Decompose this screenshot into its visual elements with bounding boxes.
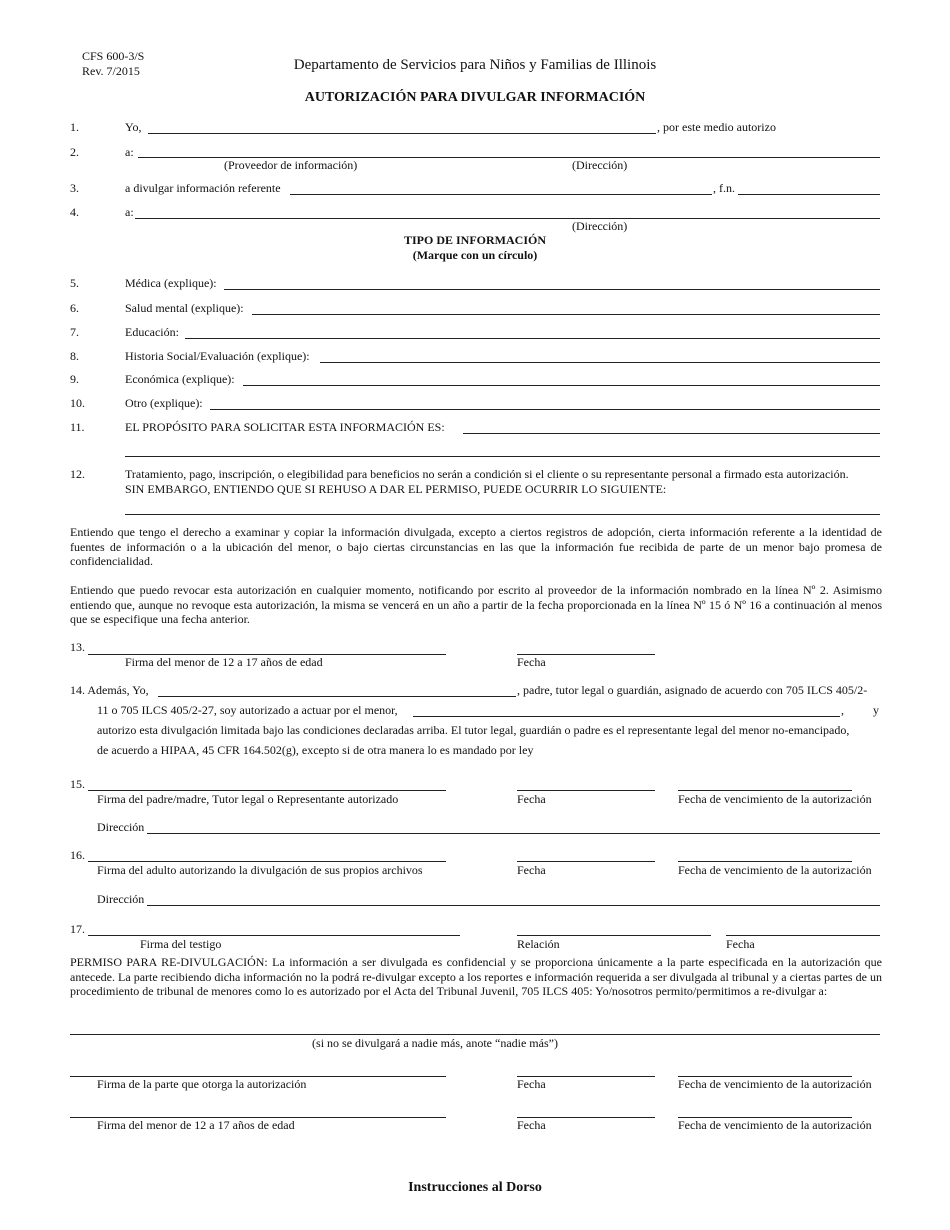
witness-relationship-field[interactable] bbox=[517, 921, 711, 936]
purpose-field[interactable] bbox=[463, 419, 880, 434]
guardian-authority-text: 11 o 705 ILCS 405/2-27, soy autorizado a actuar por el menor, bbox=[97, 703, 398, 717]
address-label-16: Dirección bbox=[97, 892, 145, 906]
mental-health-label: Salud mental (explique): bbox=[125, 301, 244, 315]
social-history-field[interactable] bbox=[320, 348, 880, 363]
education-field[interactable] bbox=[185, 324, 880, 339]
mental-health-field[interactable] bbox=[252, 300, 880, 315]
item-number-17: 17. bbox=[70, 922, 85, 936]
provider-caption: (Proveedor de información) bbox=[224, 158, 358, 172]
to-label: a: bbox=[125, 145, 134, 159]
granting-party-caption: Firma de la parte que otorga la autorización bbox=[97, 1077, 307, 1091]
adult-expiration-date-field[interactable] bbox=[678, 847, 852, 862]
authorize-text: , por este medio autorizo bbox=[657, 120, 776, 134]
other-label: Otro (explique): bbox=[125, 396, 203, 410]
information-provider-field[interactable] bbox=[138, 143, 880, 158]
adult-address-field[interactable] bbox=[147, 891, 880, 906]
witness-date-field[interactable] bbox=[726, 921, 880, 936]
subject-name-field[interactable] bbox=[290, 180, 712, 195]
parent-address-field[interactable] bbox=[147, 819, 880, 834]
item-number-16: 16. bbox=[70, 848, 85, 862]
date-caption-redisclosure-2: Fecha bbox=[517, 1118, 546, 1132]
form-title: AUTORIZACIÓN PARA DIVULGAR INFORMACIÓN bbox=[304, 90, 646, 105]
item-number-5: 5. bbox=[70, 276, 79, 290]
form-id: CFS 600-3/S bbox=[82, 49, 145, 63]
instructions-on-back: Instrucciones al Dorso bbox=[408, 1180, 542, 1195]
parent-signature-date-field[interactable] bbox=[517, 776, 655, 791]
purpose-field-continued[interactable] bbox=[125, 442, 880, 457]
comma-text: , bbox=[841, 703, 844, 717]
yo-label: Yo, bbox=[125, 120, 142, 134]
date-caption-15: Fecha bbox=[517, 792, 546, 806]
medical-label: Médica (explique): bbox=[125, 276, 217, 290]
parent-signature-caption: Firma del padre/madre, Tutor legal o Representante autorizado bbox=[97, 792, 399, 806]
economic-label: Económica (explique): bbox=[125, 372, 235, 386]
social-history-label: Historia Social/Evaluación (explique): bbox=[125, 349, 310, 363]
birthdate-field[interactable] bbox=[738, 180, 880, 195]
parent-signature-field[interactable] bbox=[88, 776, 446, 791]
refusal-consequence-field[interactable] bbox=[125, 500, 880, 515]
authorizer-name-field[interactable] bbox=[148, 119, 656, 134]
date-caption-16: Fecha bbox=[517, 863, 546, 877]
witness-signature-field[interactable] bbox=[88, 921, 460, 936]
recipient-field[interactable] bbox=[135, 204, 880, 219]
treatment-statement: Tratamiento, pago, inscripción, o elegibilidad para beneficios no serán a condición si el cliente o su representante personal a firmado esta autorización. bbox=[125, 467, 849, 481]
minor-signature-field[interactable] bbox=[88, 640, 446, 655]
disclose-regarding-label: a divulgar información referente bbox=[125, 181, 281, 195]
item-number-10: 10. bbox=[70, 396, 85, 410]
item-number-7: 7. bbox=[70, 325, 79, 339]
refusal-statement: SIN EMBARGO, ENTIENDO QUE SI REHUSO A DAR EL PERMISO, PUEDE OCURRIR LO SIGUIENTE: bbox=[125, 482, 667, 496]
info-type-title: TIPO DE INFORMACIÓN bbox=[403, 233, 546, 247]
revocation-paragraph: Entiendo que puedo revocar esta autorización en cualquier momento, notificando por escrito al proveedor de la información nombrado en la línea Nº 2. Asimismo entiendo que, aunque no revoque esta autorización, la misma se vencerá en un año a partir de la fecha proporcionada en la línea Nº 15 ó Nº 16 a continuación al menos que se especifique una fecha anterior. bbox=[70, 583, 882, 626]
item-number-1: 1. bbox=[70, 120, 79, 134]
minor-redisclosure-signature-field[interactable] bbox=[70, 1103, 446, 1118]
item-number-3: 3. bbox=[70, 181, 79, 195]
date-caption: Fecha bbox=[517, 655, 546, 669]
witness-signature-caption: Firma del testigo bbox=[140, 937, 222, 951]
guardian-name-field[interactable] bbox=[158, 682, 516, 697]
hipaa-text: de acuerdo a HIPAA, 45 CFR 164.502(g), excepto si de otra manera lo es mandado por ley bbox=[97, 743, 534, 757]
expiration-caption-redisclosure-2: Fecha de vencimiento de la autorización bbox=[678, 1118, 872, 1132]
granting-party-expiration-field[interactable] bbox=[678, 1062, 852, 1077]
granting-party-signature-field[interactable] bbox=[70, 1062, 446, 1077]
minor-signature-caption: Firma del menor de 12 a 17 años de edad bbox=[125, 655, 323, 669]
purpose-label: EL PROPÓSITO PARA SOLICITAR ESTA INFORMACIÓN ES: bbox=[125, 420, 445, 434]
economic-field[interactable] bbox=[243, 371, 880, 386]
parent-expiration-date-field[interactable] bbox=[678, 776, 852, 791]
to-label-2: a: bbox=[125, 205, 134, 219]
redisclosure-recipient-field[interactable] bbox=[70, 1020, 880, 1035]
address-label-15: Dirección bbox=[97, 820, 145, 834]
item-number-9: 9. bbox=[70, 372, 79, 386]
relationship-caption: Relación bbox=[517, 937, 560, 951]
granting-party-date-field[interactable] bbox=[517, 1062, 655, 1077]
redisclosure-paragraph: PERMISO PARA RE-DIVULGACIÓN: La información a ser divulgada es confidencial y se proporciona únicamente a la parte especificada en la autorización que antecede. La parte recibiendo dicha información no la podrá re-divulgar excepto a los reportes e información requerida a ser divulgada al tribunal y a ciertas partes de un procedimiento de tribunal de menores como lo es autorizado por el Acta del Tribunal Juvenil, 705 ILCS 405: Yo/nosotros permito/permitimos a re-divulgar a: bbox=[70, 955, 882, 998]
item-14-intro: 14. Además, Yo, bbox=[70, 683, 149, 697]
item-number-4: 4. bbox=[70, 205, 79, 219]
expiration-caption-redisclosure-1: Fecha de vencimiento de la autorización bbox=[678, 1077, 872, 1091]
adult-signature-field[interactable] bbox=[88, 847, 446, 862]
info-type-subtitle: (Marque con un círculo) bbox=[412, 248, 538, 262]
item-number-8: 8. bbox=[70, 349, 79, 363]
medical-field[interactable] bbox=[224, 275, 880, 290]
minor-name-field[interactable] bbox=[413, 702, 840, 717]
date-caption-17: Fecha bbox=[726, 937, 755, 951]
minor-redisclosure-caption: Firma del menor de 12 a 17 años de edad bbox=[97, 1118, 295, 1132]
nobody-else-note: (si no se divulgará a nadie más, anote “nadie más”) bbox=[312, 1036, 558, 1050]
expiration-caption-16: Fecha de vencimiento de la autorización bbox=[678, 863, 872, 877]
date-caption-redisclosure-1: Fecha bbox=[517, 1077, 546, 1091]
adult-signature-caption: Firma del adulto autorizando la divulgación de sus propios archivos bbox=[97, 863, 423, 877]
item-number-2: 2. bbox=[70, 145, 79, 159]
rights-paragraph: Entiendo que tengo el derecho a examinar y copiar la información divulgada, excepto a ciertos registros de adopción, cierta información referente a la identidad de fuentes de información o a la ubicación del menor, o bajo ciertas circunstancias en las que la información fue recibida de parte de un menor bajo promesa de confidencialidad. bbox=[70, 525, 882, 568]
item-number-6: 6. bbox=[70, 301, 79, 315]
minor-signature-date-field[interactable] bbox=[517, 640, 655, 655]
and-text: y bbox=[873, 703, 879, 717]
guardian-role-text: , padre, tutor legal o guardián, asignado de acuerdo con 705 ILCS 405/2- bbox=[517, 683, 868, 697]
birthdate-label: , f.n. bbox=[713, 181, 735, 195]
minor-redisclosure-expiration-field[interactable] bbox=[678, 1103, 852, 1118]
address-caption-2: (Dirección) bbox=[572, 219, 628, 233]
agency-name: Departamento de Servicios para Niños y Familias de Illinois bbox=[293, 57, 657, 73]
expiration-caption-15: Fecha de vencimiento de la autorización bbox=[678, 792, 872, 806]
other-field[interactable] bbox=[210, 395, 880, 410]
item-number-11: 11. bbox=[70, 420, 85, 434]
adult-signature-date-field[interactable] bbox=[517, 847, 655, 862]
address-caption: (Dirección) bbox=[572, 158, 628, 172]
education-label: Educación: bbox=[125, 325, 179, 339]
item-number-15: 15. bbox=[70, 777, 85, 791]
revision-date: Rev. 7/2015 bbox=[82, 64, 140, 78]
item-number-12: 12. bbox=[70, 467, 85, 481]
limited-disclosure-text: autorizo esta divulgación limitada bajo las condiciones declaradas arriba. El tutor legal, guardián o padre es el representante legal del menor no-emancipado, bbox=[97, 723, 850, 737]
item-number-13: 13. bbox=[70, 640, 85, 654]
minor-redisclosure-date-field[interactable] bbox=[517, 1103, 655, 1118]
